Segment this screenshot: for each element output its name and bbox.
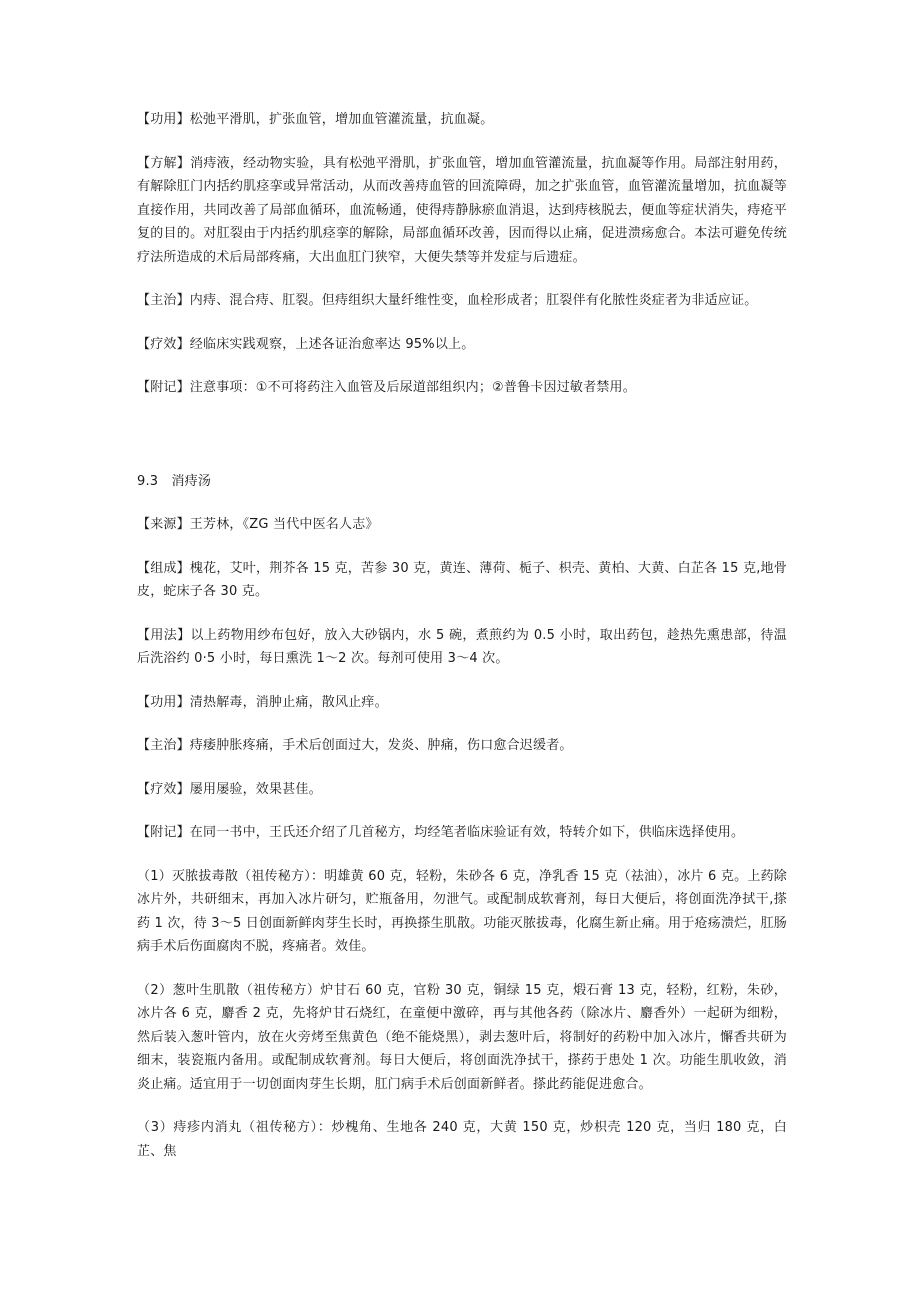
section2-yongfa: 【用法】以上药物用纱布包好，放入大砂锅内，水 5 碗，煮煎约为 0.5 小时，取出药包，趁热先熏患部，待温后洗浴约 0·5 小时，每日熏洗 1～2 次。每剂可使用 3～4 次。 bbox=[137, 627, 787, 666]
section2-fang2: （2）葱叶生肌散（祖传秘方）炉甘石 60 克，官粉 30 克，铜绿 15 克，煅石膏 13 克，轻粉，红粉，朱砂，冰片各 6 克，麝香 2 克，先将炉甘石烧红，在童便中激碎，再与其他各药（除冰片、麝香外）一起研为细粉，然后装入葱叶管内，放在火旁烤至焦黄色（绝不能烧黑），剥去葱叶后，将制好的药粉中加入冰片，懈香共研为细末，装瓷瓶内备用。或配制成软膏剂。每日大便后，将创面洗净拭干，搽药于患处 1 次。功能生肌收敛，消炎止痛。适宜用于一切创面肉芽生长期，肛门病手术后创面新鲜者。搽此药能促进愈合。 bbox=[137, 982, 787, 1092]
section2-gongyong: 【功用】清热解毒，消肿止痛，散风止痒。 bbox=[137, 694, 388, 710]
section1-zhuzhi: 【主治】内痔、混合痔、肛裂。但痔组织大量纤维性变，血栓形成者；肛裂伴有化脓性炎症者为非适应证。 bbox=[137, 293, 758, 308]
section2-zucheng: 【组成】槐花，艾叶，荆芥各 15 克，苦参 30 克，黄连、薄荷、栀子、枳壳、黄柏、大黄、白芷各 15 克,地骨皮，蛇床子各 30 克。 bbox=[137, 560, 787, 599]
section2-heading: 9.3 消痔汤 bbox=[137, 473, 212, 489]
section2-laiyuan: 【来源】王芳林，《ZG 当代中医名人志》 bbox=[137, 517, 379, 532]
section2-fuji: 【附记】在同一书中，王氏还介绍了几首秘方，均经笔者临床验证有效，特转介如下，供临床选择使用。 bbox=[137, 825, 745, 840]
section1-fuji: 【附记】注意事项：①不可将药注入血管及后尿道部组织内；②普鲁卡因过敏者禁用。 bbox=[137, 380, 636, 395]
document-body bbox=[137, 108, 787, 1163]
section1-gongyong: 【功用】松弛平滑肌，扩张血管，增加血管灌流量，抗血凝。 bbox=[137, 112, 494, 127]
section1-liaoxiao: 【疗效】经临床实践观察，上述各证治愈率达 95%以上。 bbox=[137, 336, 475, 352]
section2-liaoxiao: 【疗效】屡用屡验，效果甚佳。 bbox=[137, 781, 322, 797]
section2-fang1: （1）灭脓拔毒散（祖传秘方）：明雄黄 60 克，轻粉，朱砂各 6 克，净乳香 15 克（祛油），冰片 6 克。上药除冰片外，共研细末，再加入冰片研匀，贮瓶备用，勿泄气。或配制成软膏剂，每日大便后，将创面洗净拭干,搽药 1 次，待 3～5 日创面新鲜肉芽生长时，再换搽生肌散。功能灭脓拔毒，化腐生新止痛。用于疮疡溃烂，肛肠病手术后伤面腐肉不脱，疼痛者。效佳。 bbox=[137, 868, 787, 954]
section2-zhuzhi: 【主治】痔痿肿胀疼痛，手术后创面过大，发炎、肿痛，伤口愈合迟缓者。 bbox=[137, 738, 573, 753]
section2-fang3: （3）痔疹内消丸（祖传秘方）：炒槐角、生地各 240 克，大黄 150 克，炒枳壳 120 克，当归 180 克，白芷、焦 bbox=[137, 1120, 787, 1159]
section1-fangjie: 【方解】消痔液，经动物实验，具有松弛平滑肌，扩张血管，增加血管灌流量，抗血凝等作用。局部注射用药，有解除肛门内括约肌痉挛或异常活动，从而改善痔血管的回流障碍，加之扩张血管，血管灌流量增加，抗血凝等直接作用，共同改善了局部血循环，血流畅通，使得痔静脉瘀血消退，达到痔核脱去，便血等症状消失，痔疮平复的目的。对肛裂由于内括约肌痉挛的解除，局部血循环改善，因而得以止痛，促进溃疡愈合。本法可避免传统疗法所造成的术后局部疼痛，大出血肛门狭窄，大便失禁等并发症与后遗症。 bbox=[137, 155, 787, 265]
